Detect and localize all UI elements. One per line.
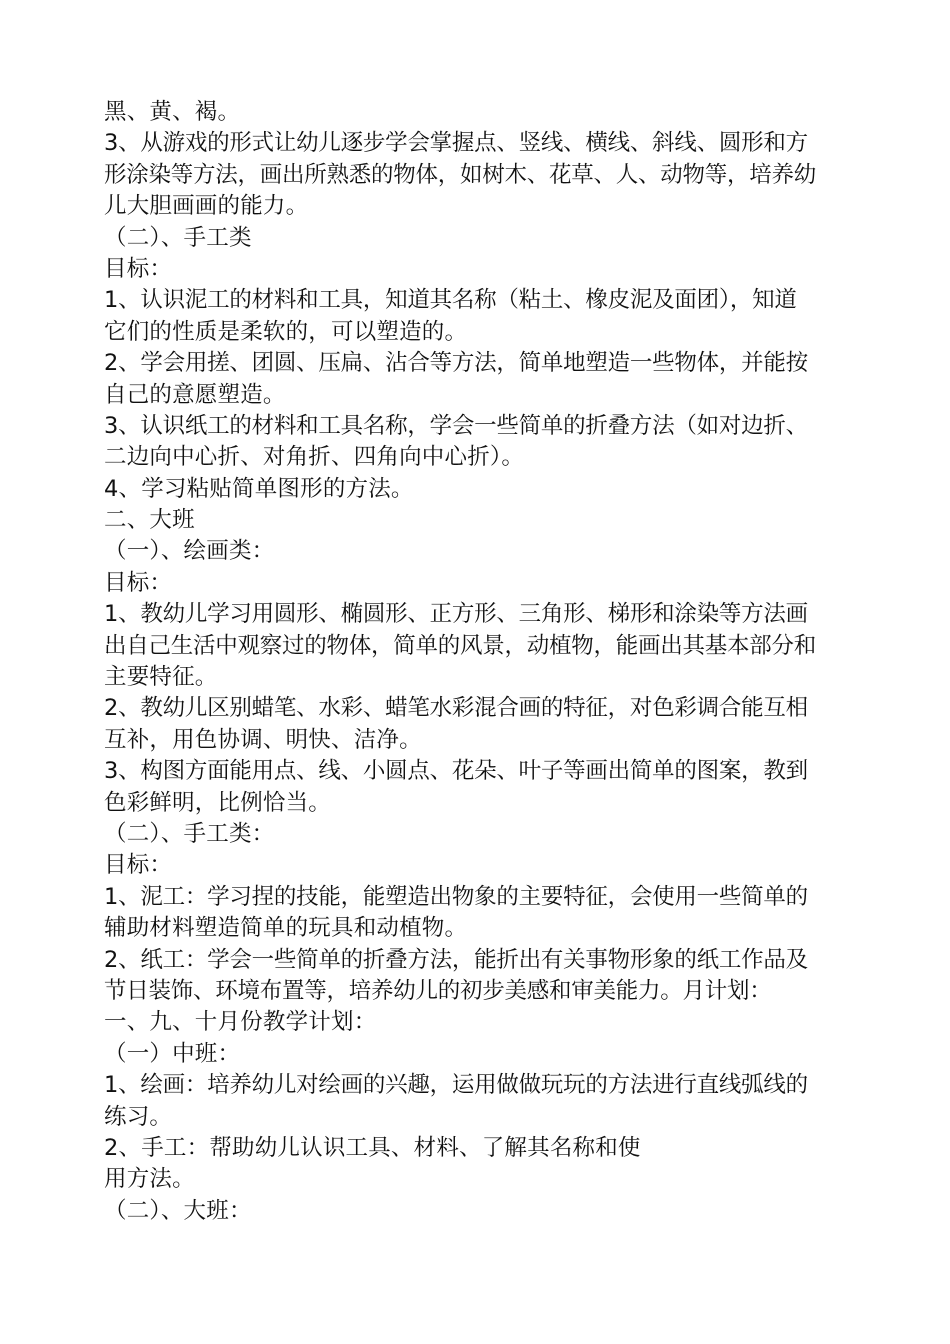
text-line: 主要特征。 (104, 664, 218, 691)
text-line: 二边向中心折、对角折、四角向中心折）。 (104, 444, 525, 471)
document-body (104, 97, 852, 1227)
text-line: 辅助材料塑造简单的玩具和动植物。 (104, 915, 468, 942)
text-line: 2、教幼儿区别蜡笔、水彩、蜡笔水彩混合画的特征，对色彩调合能互相 (104, 695, 808, 722)
text-line: 出自己生活中观察过的物体，简单的风景，动植物，能画出其基本部分和 (104, 632, 817, 659)
text-line: 黑、黄、褐。 (104, 99, 241, 125)
section-heading: （一）中班： (104, 1040, 241, 1067)
text-line: 它们的性质是柔软的，可以塑造的。 (104, 318, 468, 345)
text-line: 形涂染等方法，画出所熟悉的物体，如树木、花草、人、动物等，培养幼 (104, 161, 817, 188)
section-heading: （二）、手工类： (104, 820, 275, 847)
text-line: 目标： (104, 569, 173, 596)
section-heading: （一）、绘画类： (104, 538, 275, 565)
text-line: 3、从游戏的形式让幼儿逐步学会掌握点、竖线、横线、斜线、圆形和方 (104, 130, 808, 157)
text-line: 练习。 (104, 1103, 173, 1130)
section-heading: 二、大班 (104, 507, 195, 534)
text-line: 3、认识纸工的材料和工具名称，学会一些简单的折叠方法（如对边折、 (104, 412, 808, 439)
text-line: 互补，用色协调、明快、洁净。 (104, 726, 422, 753)
section-heading: （二）、手工类 (104, 224, 252, 251)
text-line: 1、绘画：培养幼儿对绘画的兴趣，运用做做玩玩的方法进行直线弧线的 (104, 1072, 808, 1099)
text-line: 目标： (104, 852, 173, 879)
text-line: 2、纸工：学会一些简单的折叠方法，能折出有关事物形象的纸工作品及 (104, 946, 808, 973)
text-line: 色彩鲜明，比例恰当。 (104, 789, 332, 816)
text-line: 3、构图方面能用点、线、小圆点、花朵、叶子等画出简单的图案，教到 (104, 758, 808, 785)
section-heading: （二）、大班： (104, 1197, 252, 1224)
text-line: 儿大胆画画的能力。 (104, 193, 309, 220)
text-line: 2、手工：帮助幼儿认识工具、材料、了解其名称和使 (104, 1134, 641, 1161)
text-line: 4、学习粘贴简单图形的方法。 (104, 475, 414, 502)
text-line: 目标： (104, 255, 173, 282)
text-line: 1、泥工：学习捏的技能，能塑造出物象的主要特征，会使用一些简单的 (104, 883, 808, 910)
text-line: 自己的意愿塑造。 (104, 381, 286, 408)
text-line: 2、学会用搓、团圆、压扁、沾合等方法，简单地塑造一些物体，并能按 (104, 350, 808, 377)
section-heading: 一、九、十月份教学计划： (104, 1009, 377, 1036)
text-line: 1、教幼儿学习用圆形、椭圆形、正方形、三角形、梯形和涂染等方法画 (104, 601, 808, 628)
text-line: 用方法。 (104, 1166, 195, 1193)
text-line: 节日装饰、环境布置等，培养幼儿的初步美感和审美能力。月计划： (104, 977, 772, 1004)
text-line: 1、认识泥工的材料和工具，知道其名称（粘土、橡皮泥及面团），知道 (104, 287, 797, 314)
